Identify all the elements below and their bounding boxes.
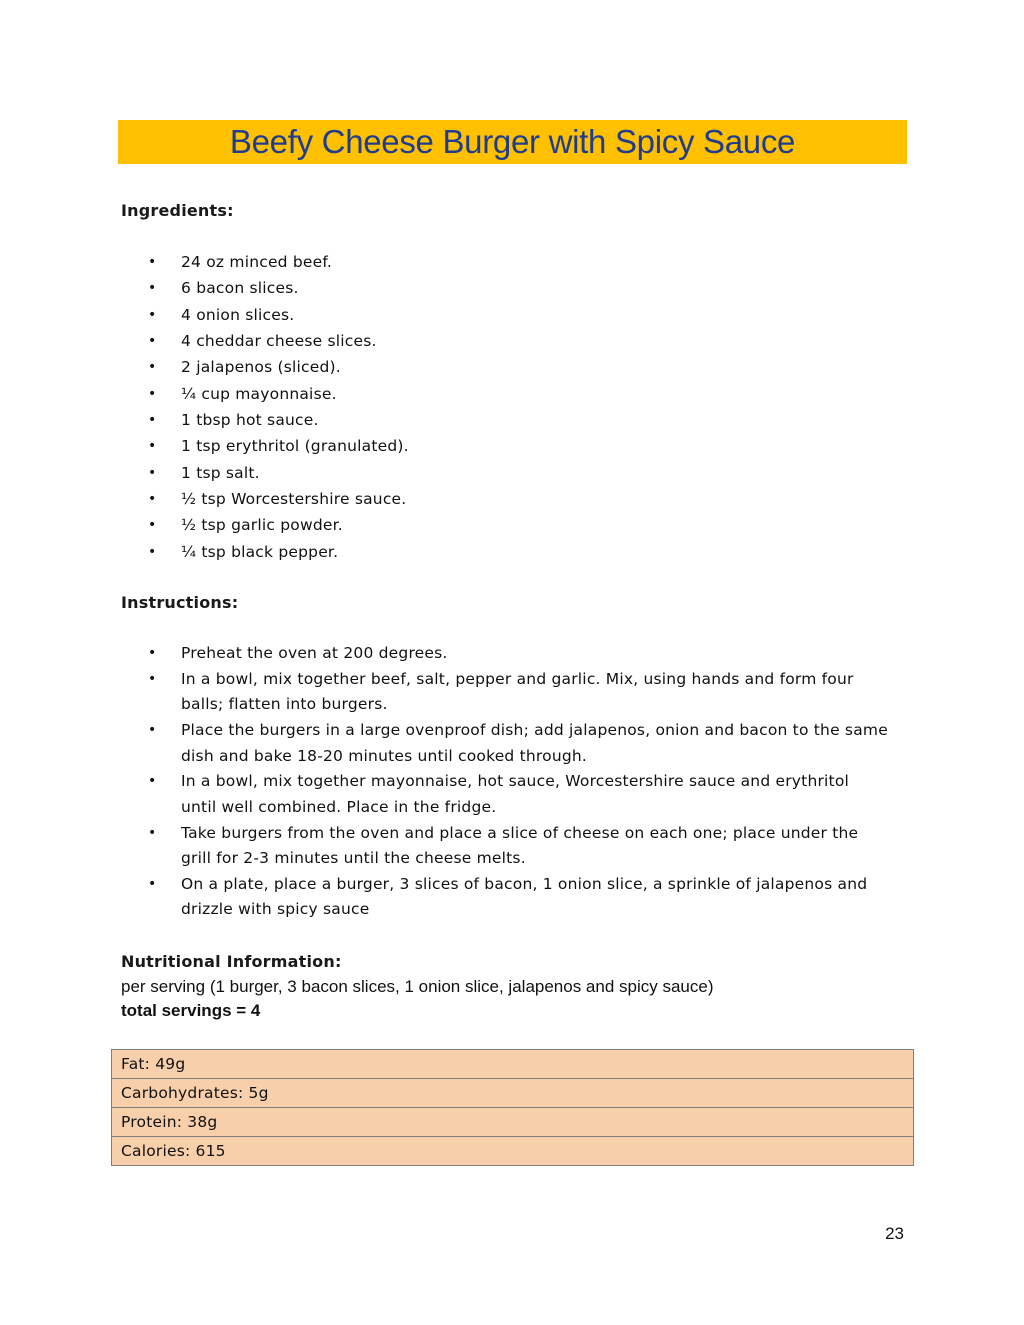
instruction-text: Preheat the oven at 200 degrees. [181,644,448,662]
nutrition-carbohydrates: Carbohydrates: 5g [112,1079,914,1108]
list-item [148,512,888,538]
instruction-text: Take burgers from the oven and place a slice of cheese on each one; place under the grill for 2-3 minutes until the cheese melts. [181,823,859,868]
list-item [148,433,888,459]
ingredient-text: 4 cheddar cheese slices. [181,332,377,351]
ingredient-text: 1 tbsp hot sauce. [181,411,319,430]
list-item [148,328,888,354]
list-item [148,354,888,380]
bullet-icon: • [148,875,157,892]
ingredient-text: ½ tsp garlic powder. [181,516,343,535]
bullet-icon: • [148,517,157,534]
nutrition-calories: Calories: 615 [112,1137,914,1166]
ingredients-heading: Ingredients: [121,201,234,220]
bullet-icon: • [148,464,157,481]
ingredient-text: 1 tsp salt. [181,463,260,482]
bullet-icon: • [148,491,157,508]
list-item [148,460,888,486]
list-item [148,821,888,872]
instructions-list [148,641,888,923]
bullet-icon: • [148,280,157,297]
table-row [112,1050,914,1079]
instruction-text: Place the burgers in a large ovenproof dish; add jalapenos, onion and bacon to the same dish and bake 18-20 minutes until cooked through. [181,721,888,765]
list-item [148,872,888,923]
list-item [148,381,888,407]
ingredient-text: ¼ cup mayonnaise. [181,384,337,403]
ingredient-text: 6 bacon slices. [181,279,299,298]
ingredient-text: ¼ tsp black pepper. [181,542,339,561]
bullet-icon: • [148,254,157,270]
bullet-icon: • [148,773,157,790]
instructions-heading: Instructions: [121,593,239,612]
table-row [112,1079,914,1108]
bullet-icon: • [148,645,157,661]
nutrition-table [111,1049,914,1166]
bullet-icon: • [148,333,157,350]
bullet-icon: • [148,722,157,739]
nutrition-fat: Fat: 49g [112,1050,914,1079]
list-item [148,249,888,275]
instruction-text: On a plate, place a burger, 3 slices of bacon, 1 onion slice, a sprinkle of jalapenos and drizzle with spicy sauce [181,874,868,919]
list-item [148,718,888,769]
list-item [148,641,888,667]
bullet-icon: • [148,438,157,455]
instruction-text: In a bowl, mix together beef, salt, pepper and garlic. Mix, using hands and form four balls; flatten into burgers. [181,669,854,714]
ingredients-list [148,249,888,565]
bullet-icon: • [148,824,157,841]
instruction-text: In a bowl, mix together mayonnaise, hot sauce, Worcestershire sauce and erythritol until well combined. Place in the fridge. [181,772,850,816]
list-item [148,302,888,328]
nutrition-protein: Protein: 38g [112,1108,914,1137]
table-row [112,1137,914,1166]
bullet-icon: • [148,359,157,376]
bullet-icon: • [148,385,157,402]
bullet-icon: • [148,412,157,429]
list-item [148,667,888,718]
table-row [112,1108,914,1137]
ingredient-text: 2 jalapenos (sliced). [181,358,341,377]
ingredient-text: 1 tsp erythritol (granulated). [181,437,409,456]
list-item [148,275,888,301]
bullet-icon: • [148,543,157,560]
title-banner [118,120,907,164]
list-item [148,486,888,512]
list-item [148,539,888,565]
nutrition-heading: Nutritional Information: [121,952,342,971]
list-item [148,769,888,820]
serving-note: per serving (1 burger, 3 bacon slices, 1 onion slice, jalapenos and spicy sauce) [121,977,714,996]
page-number: 23 [885,1224,904,1243]
ingredient-text: ½ tsp Worcestershire sauce. [181,490,407,509]
bullet-icon: • [148,306,157,323]
total-servings: total servings = 4 [121,1001,261,1020]
ingredient-text: 24 oz minced beef. [181,253,333,271]
page-title: Beefy Cheese Burger with Spicy Sauce [229,123,796,160]
bullet-icon: • [148,670,157,687]
ingredient-text: 4 onion slices. [181,305,295,324]
list-item [148,407,888,433]
